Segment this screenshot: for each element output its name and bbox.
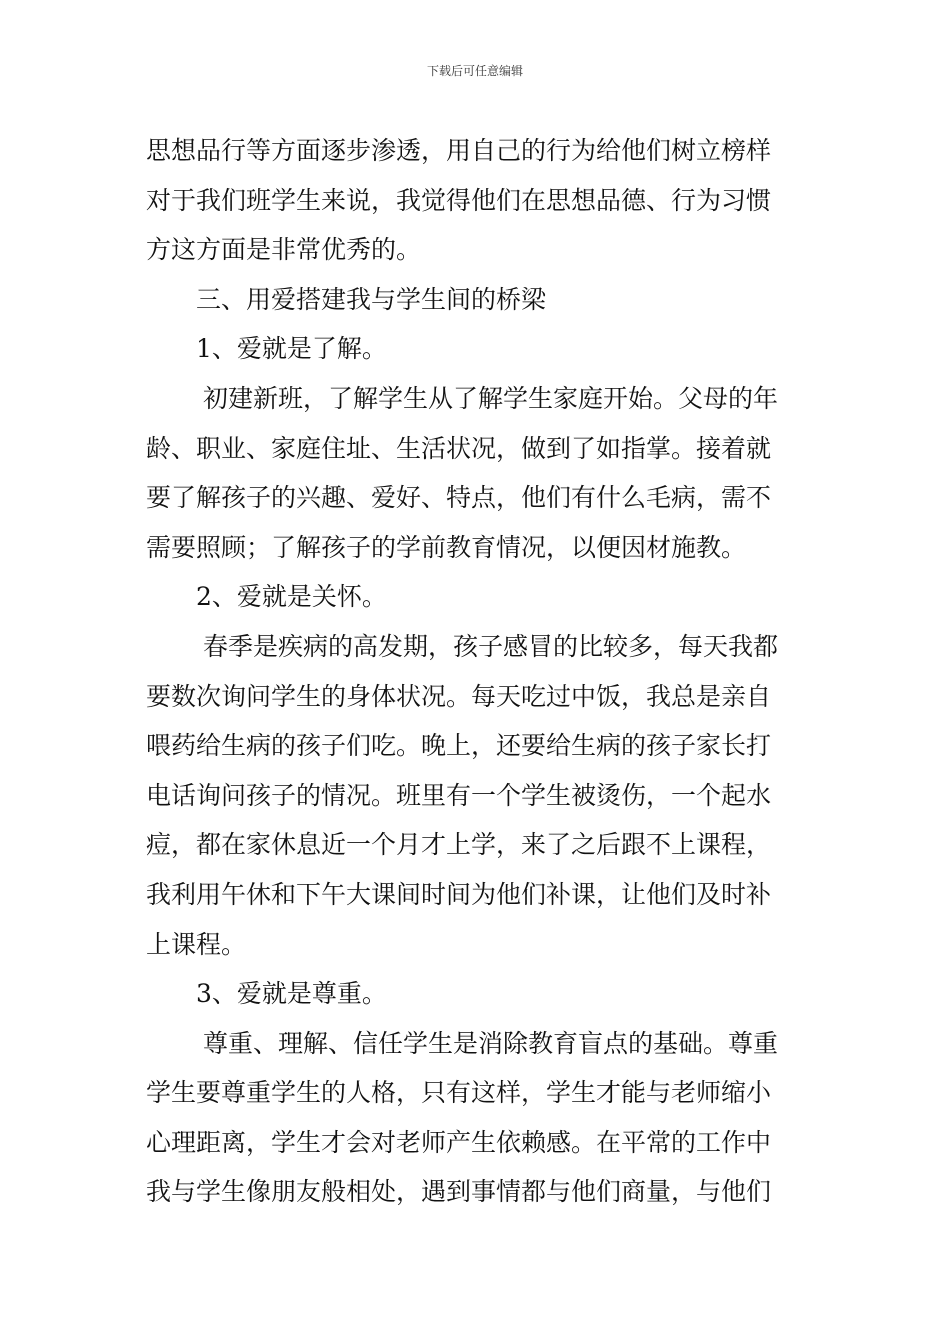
text-line: 需要照顾；了解孩子的学前教育情况，以便因材施教。 <box>146 532 747 562</box>
text-line: 学生要尊重学生的人格，只有这样，学生才能与老师缩小 <box>146 1078 772 1108</box>
subsection-heading: 1、爱就是了解。 <box>196 334 387 364</box>
text-line: 思想品行等方面逐步渗透，用自己的行为给他们树立榜样 <box>146 136 772 165</box>
text-line: 我利用午休和下午大课间时间为他们补课，让他们及时补 <box>146 879 772 909</box>
page-header-note: 下载后可任意编辑 <box>426 64 523 78</box>
text-line: 方这方面是非常优秀的。 <box>146 235 422 265</box>
text-line: 电话询问孩子的情况。班里有一个学生被烫伤，一个起水 <box>146 780 772 810</box>
section-heading: 三、用爱搭建我与学生间的桥梁 <box>196 284 547 314</box>
text-line: 对于我们班学生来说，我觉得他们在思想品德、行为习惯 <box>146 185 772 215</box>
text-line: 要数次询问学生的身体状况。每天吃过中饭，我总是亲自 <box>146 681 772 711</box>
subsection-heading: 2、爱就是关怀。 <box>196 582 387 612</box>
text-line: 龄、职业、家庭住址、生活状况，做到了如指掌。接着就 <box>146 433 772 463</box>
text-line: 心理距离，学生才会对老师产生依赖感。在平常的工作中 <box>146 1127 772 1157</box>
text-line: 喂药给生病的孩子们吃。晚上，还要给生病的孩子家长打 <box>146 731 772 761</box>
text-line: 上课程。 <box>146 929 247 959</box>
text-line: 要了解孩子的兴趣、爱好、特点，他们有什么毛病，需不 <box>146 483 772 513</box>
text-line: 痘，都在家休息近一个月才上学，来了之后跟不上课程， <box>146 830 772 860</box>
text-line: 尊重、理解、信任学生是消除教育盲点的基础。尊重 <box>203 1028 779 1058</box>
subsection-heading: 3、爱就是尊重。 <box>196 979 387 1009</box>
document-body <box>146 126 808 1217</box>
text-line: 我与学生像朋友般相处，遇到事情都与他们商量，与他们 <box>146 1177 772 1207</box>
text-line: 初建新班，了解学生从了解学生家庭开始。父母的年 <box>203 383 779 413</box>
text-line: 春季是疾病的高发期，孩子感冒的比较多，每天我都 <box>203 631 779 661</box>
